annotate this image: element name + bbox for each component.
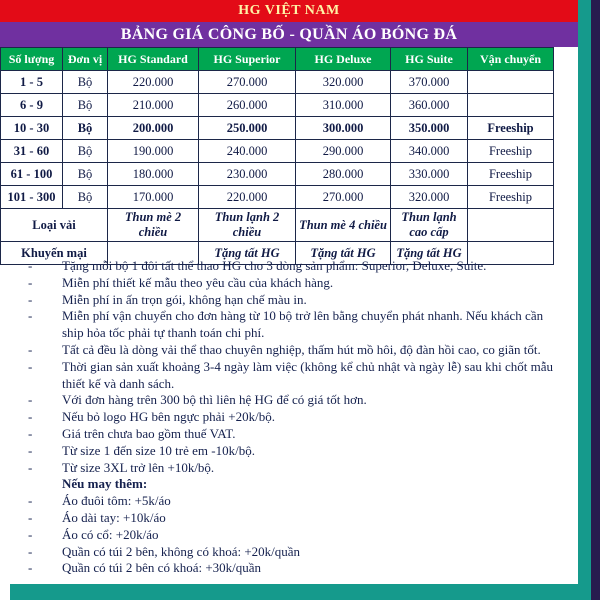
- note-text: Nếu may thêm:: [62, 476, 148, 492]
- qty-cell: 6 - 9: [1, 94, 63, 117]
- table-row: [1, 117, 554, 140]
- shipping-cell: Freeship: [468, 186, 554, 209]
- price-cell: 280.000: [296, 163, 391, 186]
- note-text: Giá trên chưa bao gồm thuế VAT.: [62, 425, 236, 441]
- note-dash: -: [28, 409, 33, 425]
- note-dash: -: [28, 493, 33, 509]
- note-dash: -: [28, 543, 33, 559]
- note-dash: -: [28, 291, 33, 307]
- price-cell: 330.000: [391, 163, 468, 186]
- title-banner: [0, 22, 578, 47]
- unit-cell: Bộ: [63, 94, 108, 117]
- shipping-cell: Freeship: [468, 163, 554, 186]
- fabric-cell: Thun lạnh 2 chiều: [199, 209, 296, 242]
- col-header-suite: HG Suite: [391, 48, 468, 71]
- price-cell: 270.000: [296, 186, 391, 209]
- fabric-shipping-cell: [468, 209, 554, 242]
- note-dash: [28, 476, 62, 493]
- price-cell: 320.000: [296, 71, 391, 94]
- notes-list: [28, 258, 566, 577]
- col-header-unit: Đơn vị: [63, 48, 108, 71]
- note-item: [28, 275, 566, 292]
- qty-cell: 31 - 60: [1, 140, 63, 163]
- shipping-cell: Freeship: [468, 140, 554, 163]
- note-item: [28, 560, 566, 577]
- qty-cell: 101 - 300: [1, 186, 63, 209]
- note-text: Nếu bỏ logo HG bên ngực phải +20k/bộ.: [62, 409, 275, 425]
- price-cell: 340.000: [391, 140, 468, 163]
- note-dash: -: [28, 459, 33, 475]
- note-item: [28, 409, 566, 426]
- note-item: [28, 292, 566, 309]
- note-text: Áo có cổ: +20k/áo: [62, 526, 159, 542]
- note-item: [28, 544, 566, 561]
- note-text: Miễn phí in ấn trọn gói, không hạn chế màu in.: [62, 291, 307, 307]
- table-row: [1, 94, 554, 117]
- qty-cell: 1 - 5: [1, 71, 63, 94]
- note-item: [28, 493, 566, 510]
- col-header-shipping: Vận chuyển: [468, 48, 554, 71]
- promo-row-label: Khuyến mại: [1, 242, 108, 265]
- price-cell: 220.000: [108, 71, 199, 94]
- unit-cell: Bộ: [63, 186, 108, 209]
- price-cell: 290.000: [296, 140, 391, 163]
- price-cell: 300.000: [296, 117, 391, 140]
- shipping-cell: Freeship: [468, 117, 554, 140]
- price-cell: 370.000: [391, 71, 468, 94]
- note-text: Thời gian sản xuất khoảng 3-4 ngày làm việc (không kể chủ nhật và ngày lễ) sau khi chốt mẫu thiết kế và danh sách.: [62, 358, 553, 391]
- fabric-row: [1, 209, 554, 242]
- table-row: [1, 163, 554, 186]
- note-item: [28, 258, 566, 275]
- price-cell: 240.000: [199, 140, 296, 163]
- note-dash: -: [28, 560, 33, 576]
- fabric-cell: Thun mè 2 chiều: [108, 209, 199, 242]
- price-cell: 260.000: [199, 94, 296, 117]
- table-header-row: [1, 48, 554, 71]
- note-dash: -: [28, 341, 33, 357]
- price-cell: 220.000: [199, 186, 296, 209]
- promo-cell: Tặng tất HG: [199, 242, 296, 265]
- promo-cell: Tặng tất HG: [391, 242, 468, 265]
- note-item: [28, 359, 566, 393]
- fabric-cell: Thun lạnh cao cấp: [391, 209, 468, 242]
- note-text: Miễn phí vận chuyển cho đơn hàng từ 10 bộ trở lên bằng chuyển phát nhanh. Nếu khách cần ship hỏa tốc phải tự thanh toán chi phí.: [62, 308, 544, 341]
- table-row: [1, 186, 554, 209]
- fabric-cell: Thun mè 4 chiều: [296, 209, 391, 242]
- price-cell: 170.000: [108, 186, 199, 209]
- note-dash: -: [28, 274, 33, 290]
- brand-banner: [0, 0, 578, 22]
- price-cell: 320.000: [391, 186, 468, 209]
- note-item-section-heading: [28, 476, 566, 493]
- right-purple-edge: [591, 0, 600, 600]
- note-item: [28, 527, 566, 544]
- price-table: [0, 47, 554, 265]
- price-cell: 360.000: [391, 94, 468, 117]
- note-dash: -: [28, 425, 33, 441]
- note-text: Áo dài tay: +10k/áo: [62, 509, 166, 525]
- note-item: [28, 392, 566, 409]
- fabric-row-label: Loại vải: [1, 209, 108, 242]
- unit-cell: Bộ: [63, 117, 108, 140]
- note-item: [28, 460, 566, 477]
- note-dash: -: [28, 526, 33, 542]
- note-dash: -: [28, 442, 33, 458]
- note-text: Quần có túi 2 bên, không có khoá: +20k/quần: [62, 543, 301, 559]
- right-teal-stripe: [578, 0, 591, 600]
- col-header-standard: HG Standard: [108, 48, 199, 71]
- col-header-superior: HG Superior: [199, 48, 296, 71]
- qty-cell: 10 - 30: [1, 117, 63, 140]
- unit-cell: Bộ: [63, 163, 108, 186]
- note-item: [28, 308, 566, 342]
- note-text: Từ size 3XL trở lên +10k/bộ.: [62, 459, 215, 475]
- note-text: Tất cả đều là dòng vải thể thao chuyên nghiệp, thấm hút mồ hôi, độ đàn hồi cao, co giãn tốt.: [62, 341, 541, 357]
- price-cell: 210.000: [108, 94, 199, 117]
- note-text: Quần có túi 2 bên có khoá: +30k/quần: [62, 560, 262, 576]
- brand-name: HG VIỆT NAM: [238, 3, 340, 18]
- col-header-quantity: Số lượng: [1, 48, 63, 71]
- price-cell: 250.000: [199, 117, 296, 140]
- note-dash: -: [28, 358, 33, 374]
- note-item: [28, 510, 566, 527]
- note-dash: -: [28, 258, 33, 273]
- page-title: BẢNG GIÁ CÔNG BỐ - QUẦN ÁO BÓNG ĐÁ: [120, 25, 458, 43]
- price-cell: 180.000: [108, 163, 199, 186]
- shipping-cell: [468, 94, 554, 117]
- unit-cell: Bộ: [63, 140, 108, 163]
- note-text: Từ size 1 đến size 10 trẻ em -10k/bộ.: [62, 442, 255, 458]
- table-row: [1, 71, 554, 94]
- price-cell: 270.000: [199, 71, 296, 94]
- promo-cell: Tặng tất HG: [296, 242, 391, 265]
- bottom-teal-stripe: [10, 584, 591, 600]
- col-header-deluxe: HG Deluxe: [296, 48, 391, 71]
- note-text: Áo đuôi tôm: +5k/áo: [62, 493, 171, 509]
- note-text: Tặng mỗi bộ 1 đôi tất thể thao HG cho 3 dòng sản phẩm: Superior, Deluxe, Suite.: [62, 258, 487, 273]
- price-cell: 190.000: [108, 140, 199, 163]
- price-cell: 310.000: [296, 94, 391, 117]
- table-row: [1, 140, 554, 163]
- note-text: Miễn phí thiết kế mẫu theo yêu cầu của khách hàng.: [62, 274, 334, 290]
- price-cell: 230.000: [199, 163, 296, 186]
- price-cell: 200.000: [108, 117, 199, 140]
- qty-cell: 61 - 100: [1, 163, 63, 186]
- shipping-cell: [468, 71, 554, 94]
- price-cell: 350.000: [391, 117, 468, 140]
- unit-cell: Bộ: [63, 71, 108, 94]
- note-item: [28, 426, 566, 443]
- note-dash: -: [28, 509, 33, 525]
- note-dash: -: [28, 392, 33, 408]
- note-dash: -: [28, 308, 33, 324]
- note-item: [28, 443, 566, 460]
- note-item: [28, 342, 566, 359]
- note-text: Với đơn hàng trên 300 bộ thì liên hệ HG để có giá tốt hơn.: [62, 392, 367, 408]
